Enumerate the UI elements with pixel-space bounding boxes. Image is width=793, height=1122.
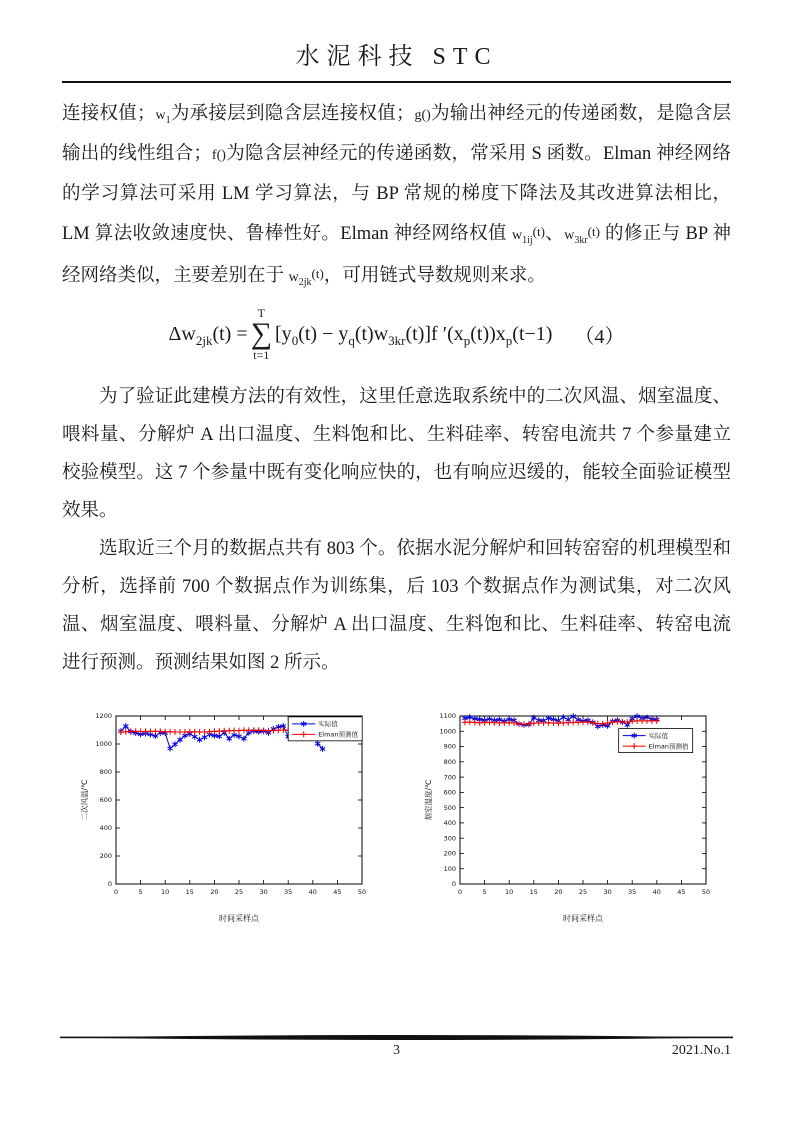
svg-text:25: 25: [234, 887, 243, 896]
svg-text:15: 15: [529, 887, 538, 896]
paragraph-3: 选取近三个月的数据点共有 803 个。依据水泥分解炉和回转窑窑的机理模型和分析，选择前 700 个数据点作为训练集，后 103 个数据点作为测试集，对二次风温、烟室温度、喂料量、分解炉 A 出口温度、生料饱和比、生料硅率、转窑电流进行预测。预测结果如图 2 所示。: [62, 538, 731, 673]
svg-text:1200: 1200: [94, 712, 112, 721]
summation-symbol: T ∑ t=1: [250, 306, 273, 362]
svg-text:1000: 1000: [438, 727, 456, 736]
svg-text:0: 0: [457, 887, 462, 896]
svg-text:100: 100: [443, 864, 456, 873]
math-w3kr: $w_{3kr}(t)$: [564, 224, 600, 246]
svg-text:10: 10: [160, 887, 169, 896]
paragraph-1: [62, 95, 731, 297]
page-footer: [60, 1034, 733, 1063]
svg-text:400: 400: [99, 824, 112, 833]
p1-text: 为承接层到隐含层连接权值；: [170, 104, 415, 124]
math-w1ij: $w_{1ij}(t)$: [511, 224, 545, 246]
svg-text:400: 400: [443, 818, 456, 827]
p1-text: 为隐含层神经元的传递函数，常采用 S 函数。Elman 神经网络的学习算法可采用 LM 学习算法，与 BP 常规的梯度下降法及其改进算法相比，LM 算法收敛速度快、鲁棒性好。Elman 神经网络权值: [62, 144, 731, 244]
svg-text:800: 800: [443, 757, 456, 766]
p1-text: 、: [544, 224, 565, 244]
legend-label: 实际值: [648, 731, 668, 740]
paragraph-2: 为了验证此建模方法的有效性，这里任意选取系统中的二次风温、烟室温度、喂料量、分解炉 A 出口温度、生料饱和比、生料硅率、转窑电流共 7 个参量建立校验模型。这 7 个参量中既有变化响应快的，也有响应迟缓的，能较全面验证模型效果。: [62, 386, 731, 521]
eq-rhs: $[y_0(t) - y_q(t)w_{3kr}(t)]f$ $'(x_p(t))x_p(t-1)$: [275, 322, 553, 348]
svg-text:45: 45: [676, 887, 686, 896]
header-rule: [62, 81, 731, 83]
svg-text:5: 5: [138, 887, 143, 896]
svg-text:200: 200: [443, 849, 456, 858]
p1-text: 为输出神经元的传递函数，是隐含层输出的线性组合；: [62, 104, 731, 164]
svg-text:40: 40: [652, 887, 661, 896]
svg-text:25: 25: [578, 887, 587, 896]
chart-secondary-air-temperature: [76, 704, 374, 926]
issue-label: 2021.No.1: [671, 1043, 731, 1058]
svg-text:15: 15: [185, 887, 194, 896]
equation-4: [62, 307, 731, 362]
legend-label: 实际值: [317, 720, 338, 729]
journal-title: 水泥科技 STC: [295, 44, 498, 70]
x-axis-label: 时间采样点: [562, 913, 603, 923]
chart-smoke-chamber-temperature: [420, 704, 718, 926]
svg-text:35: 35: [627, 887, 636, 896]
footer-rule: [60, 1034, 733, 1041]
svg-text:30: 30: [258, 887, 268, 896]
legend-label: Elman预测值: [317, 730, 358, 739]
math-f: f(): [211, 148, 226, 163]
svg-text:900: 900: [443, 742, 456, 751]
page-number: 3: [393, 1043, 400, 1058]
svg-text:20: 20: [209, 887, 219, 896]
svg-text:0: 0: [451, 880, 456, 889]
svg-text:40: 40: [308, 887, 317, 896]
chart-svg: [420, 704, 718, 926]
y-axis-label: 二次风温/℃: [79, 779, 89, 821]
svg-text:30: 30: [602, 887, 612, 896]
svg-text:10: 10: [504, 887, 513, 896]
svg-text:35: 35: [283, 887, 292, 896]
figure-2: [62, 704, 731, 926]
math-g: g(): [414, 108, 431, 123]
svg-text:300: 300: [443, 834, 456, 843]
svg-text:20: 20: [553, 887, 563, 896]
y-axis-label: 烟室温度/℃: [423, 779, 433, 821]
svg-text:45: 45: [332, 887, 342, 896]
svg-text:5: 5: [482, 887, 487, 896]
svg-text:50: 50: [357, 887, 366, 896]
svg-text:50: 50: [701, 887, 710, 896]
svg-text:1000: 1000: [94, 740, 112, 749]
equation-number: （4）: [574, 325, 625, 348]
math-w2jk: $w_{2jk}(t)$: [288, 266, 324, 288]
svg-text:500: 500: [443, 803, 456, 812]
p1-text: 连接权值；: [62, 104, 156, 124]
chart-svg: [76, 704, 374, 926]
svg-text:0: 0: [113, 887, 118, 896]
p1-text: ，可用链式导数规则来求。: [323, 266, 546, 286]
svg-text:0: 0: [107, 880, 112, 889]
svg-text:700: 700: [443, 773, 456, 782]
x-axis-label: 时间采样点: [218, 913, 259, 923]
svg-text:600: 600: [99, 796, 112, 805]
svg-text:600: 600: [443, 788, 456, 797]
p1-text: 的修正与 BP 神经网络类似，主要差别在于: [62, 224, 731, 286]
svg-text:800: 800: [99, 768, 112, 777]
legend-label: Elman预测值: [648, 742, 689, 751]
svg-text:1100: 1100: [438, 712, 456, 721]
svg-text:200: 200: [99, 852, 112, 861]
eq-lhs: $\Delta w_{2jk}(t)$ =: [168, 322, 248, 348]
math-w1: $w_1$: [155, 108, 171, 126]
